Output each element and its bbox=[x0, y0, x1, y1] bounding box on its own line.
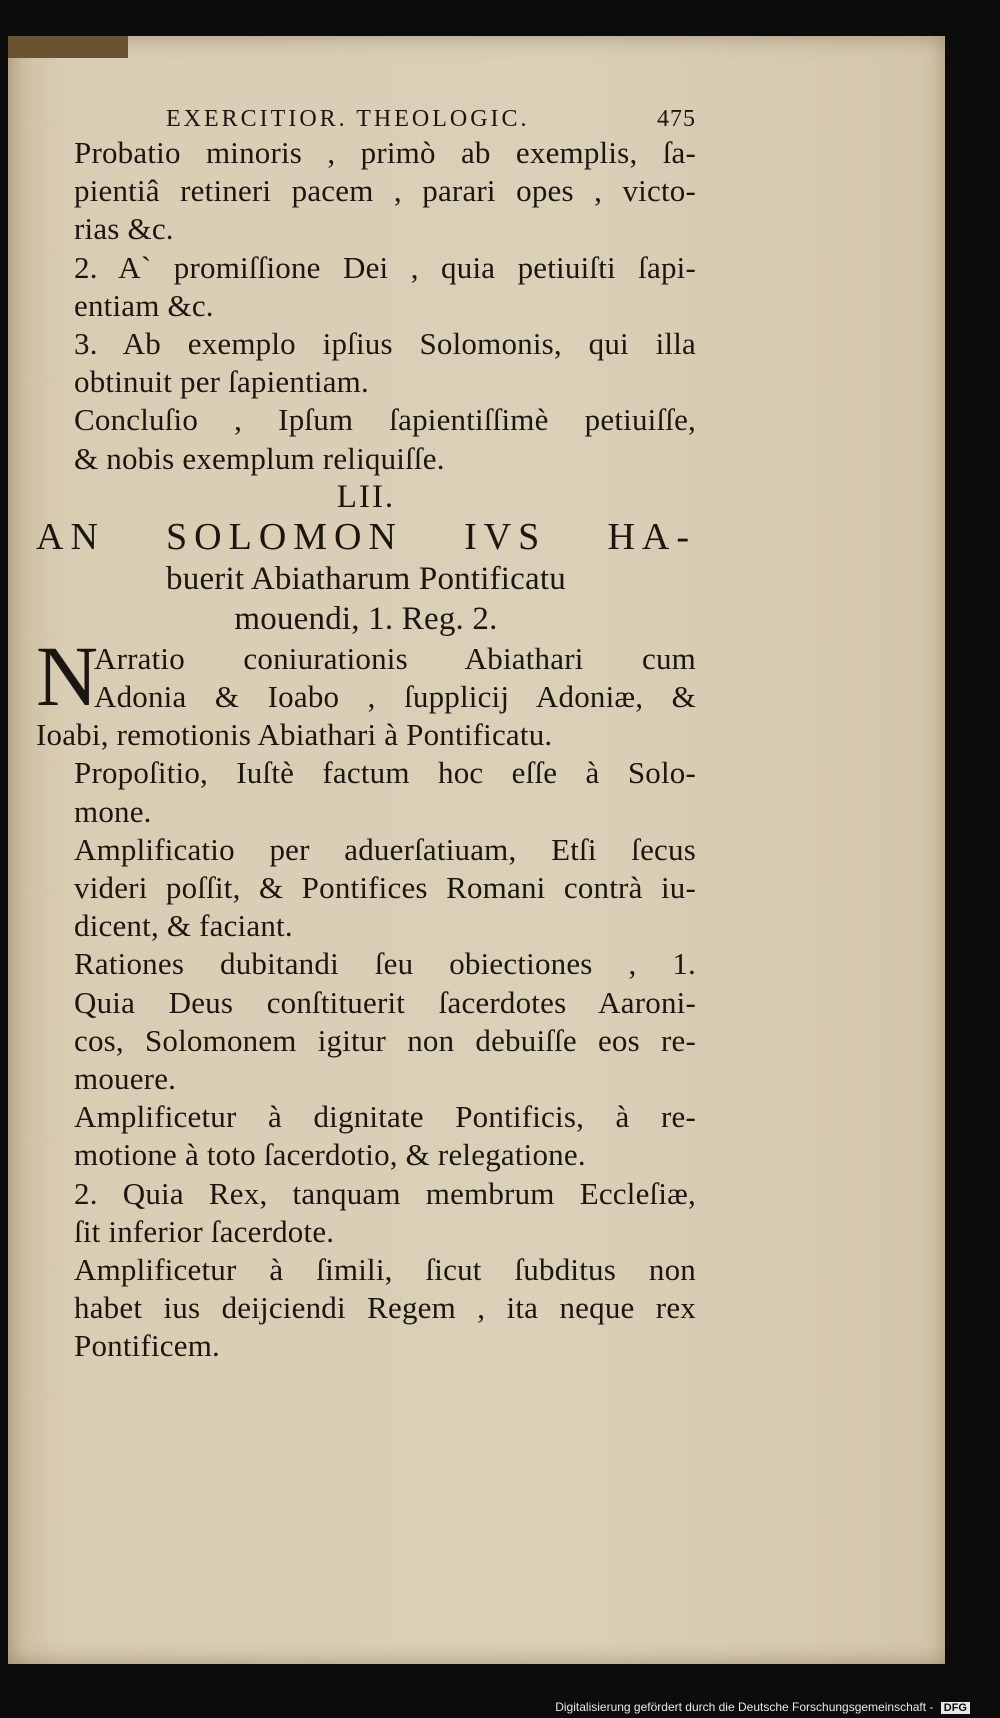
text-line: mouere. bbox=[74, 1061, 177, 1097]
text-line: videri poſſit, & Pontifices Romani contrà iu- bbox=[74, 870, 696, 906]
text-line: cos, Solomonem igitur non debuiſſe eos re- bbox=[74, 1022, 696, 1058]
text-line: obtinuit per ſapientiam. bbox=[74, 364, 369, 400]
paragraph-rationes bbox=[36, 945, 696, 1098]
text-line: mone. bbox=[74, 793, 152, 829]
paragraph-amplificetur-dignitate bbox=[36, 1098, 696, 1174]
paragraph-promissione bbox=[36, 249, 696, 325]
paragraph-exemplo bbox=[36, 325, 696, 401]
text-line: 2. Quia Rex, tanquam membrum Eccleſiæ, bbox=[74, 1175, 696, 1211]
page-corner-shadow bbox=[8, 36, 128, 58]
running-head-title: EXERCITIOR. THEOLOGIC. bbox=[166, 106, 530, 132]
text-line: rias &c. bbox=[74, 211, 174, 247]
text-line: entiam &c. bbox=[74, 287, 214, 323]
paragraph-probatio bbox=[36, 134, 696, 249]
credit-text: Digitalisierung gefördert durch die Deutsche Forschungsgemeinschaft - bbox=[555, 1700, 934, 1714]
text-line: 2. A` promiſſione Dei , quia petiuiſti ſapi- bbox=[74, 249, 696, 285]
text-line: pientiâ retineri pacem , parari opes , victo- bbox=[74, 173, 696, 209]
text-line: Amplificatio per aduerſatiuam, Etſi ſecus bbox=[74, 831, 696, 867]
text-line: Rationes dubitandi ſeu obiectiones , 1. bbox=[74, 946, 696, 982]
text-line: Probatio minoris , primò ab exemplis, ſa- bbox=[74, 135, 696, 170]
text-line: Concluſio , Ipſum ſapientiſſimè petiuiſſe, bbox=[74, 402, 696, 438]
paragraph-conclusio bbox=[36, 401, 696, 477]
digitization-credit bbox=[555, 1700, 970, 1714]
text-line: & nobis exemplum reliquiſſe. bbox=[74, 440, 445, 476]
text-line: ſit inferior ſacerdote. bbox=[74, 1213, 335, 1249]
text-line: Amplificetur à dignitate Pontificis, à re- bbox=[74, 1099, 696, 1135]
paragraph-amplificatio bbox=[36, 831, 696, 946]
text-line: motione à toto ſacerdotio, & relegatione. bbox=[74, 1137, 586, 1173]
section-title-line: mouendi, 1. Reg. 2. bbox=[234, 600, 498, 637]
paragraph-narratio bbox=[36, 627, 696, 755]
text-line: Ioabi, remotionis Abiathari à Pontificatu. bbox=[36, 717, 553, 753]
text-line: Pontificem. bbox=[74, 1328, 220, 1364]
section-title-line: AN SOLOMON IVS HA- bbox=[36, 515, 696, 558]
text-line: dicent, & faciant. bbox=[74, 908, 293, 944]
paragraph-amplificetur-simili bbox=[36, 1251, 696, 1366]
book-page bbox=[8, 36, 945, 1664]
paragraph-propositio bbox=[36, 754, 696, 830]
drop-cap: N bbox=[36, 627, 99, 724]
text-line: Amplificetur à ſimili, ſicut ſubditus non bbox=[74, 1252, 696, 1288]
text-line: habet ius deijciendi Regem , ita neque rex bbox=[74, 1290, 696, 1326]
running-head bbox=[36, 100, 696, 134]
page-number: 475 bbox=[657, 106, 696, 132]
paragraph-quia-rex bbox=[36, 1175, 696, 1251]
text-line: 3. Ab exemplo ipſius Solomonis, qui illa bbox=[74, 326, 696, 362]
text-line: Adonia & Ioabo , ſupplicij Adoniæ, & bbox=[94, 679, 696, 715]
text-line: Propoſitio, Iuſtè factum hoc eſſe à Solo- bbox=[74, 755, 696, 791]
page-text bbox=[36, 100, 696, 1366]
dfg-logo: DFG bbox=[941, 1702, 970, 1714]
text-line: Quia Deus conſtituerit ſacerdotes Aaroni- bbox=[74, 984, 696, 1020]
text-line: Arratio coniurationis Abiathari cum bbox=[94, 640, 696, 676]
section-title-line: buerit Abiatharum Pontificatu bbox=[166, 560, 566, 597]
section-number: LII. bbox=[336, 478, 396, 515]
section-heading bbox=[36, 478, 696, 640]
